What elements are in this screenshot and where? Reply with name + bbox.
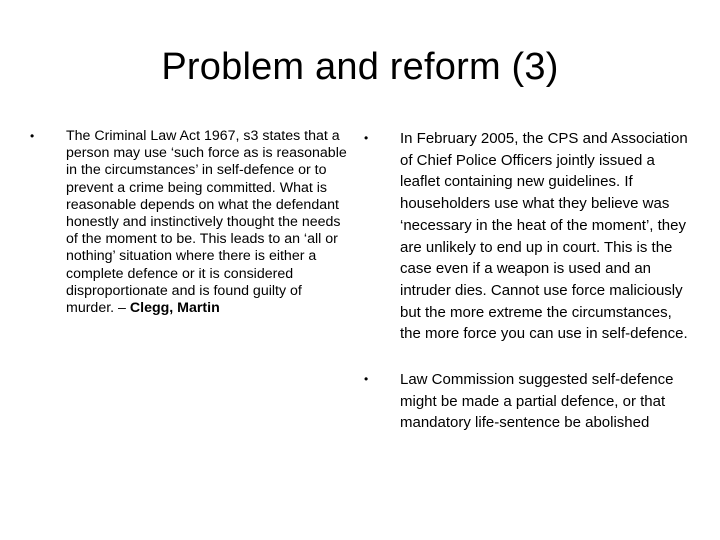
right-column xyxy=(364,128,689,434)
bullet-item xyxy=(30,128,350,317)
bullet-item xyxy=(364,369,689,434)
bullet-icon: • xyxy=(364,372,369,387)
left-column xyxy=(30,128,350,317)
bullet-text: In February 2005, the CPS and Association of Chief Police Officers jointly issued a leaflet containing new guidelines. If householders use what they believe was ‘necessary in the heat of the moment’, they are unlikely to end up in court. This is the case even if a weapon is used and an intruder dies. Cannot use force maliciously but the more extreme the circumstances, the more force you can use in self-defence. xyxy=(400,130,688,343)
bullet-item xyxy=(364,128,689,345)
case-names: Clegg, Martin xyxy=(129,300,220,317)
bullet-text-body: The Criminal Law Act 1967, s3 states that a person may use ‘such force as is reasonable in the circumstances’ in self-defence or to prevent a crime being committed. What is reasonable depends on what the defendant honestly and instinctively thought the needs of the moment to be. This leads to an ‘all or nothing’ situation where there is either a complete defence or it is considered disproportionate and is found guilty of murder. – xyxy=(66,128,347,317)
bullet-text: Law Commission suggested self-defence might be made a partial defence, or that mandatory life-sentence be abolished xyxy=(400,371,674,432)
bullet-icon: • xyxy=(364,131,369,145)
bullet-text xyxy=(66,128,350,317)
bullet-icon: • xyxy=(30,129,35,143)
slide-title: Problem and reform (3) xyxy=(161,46,559,88)
